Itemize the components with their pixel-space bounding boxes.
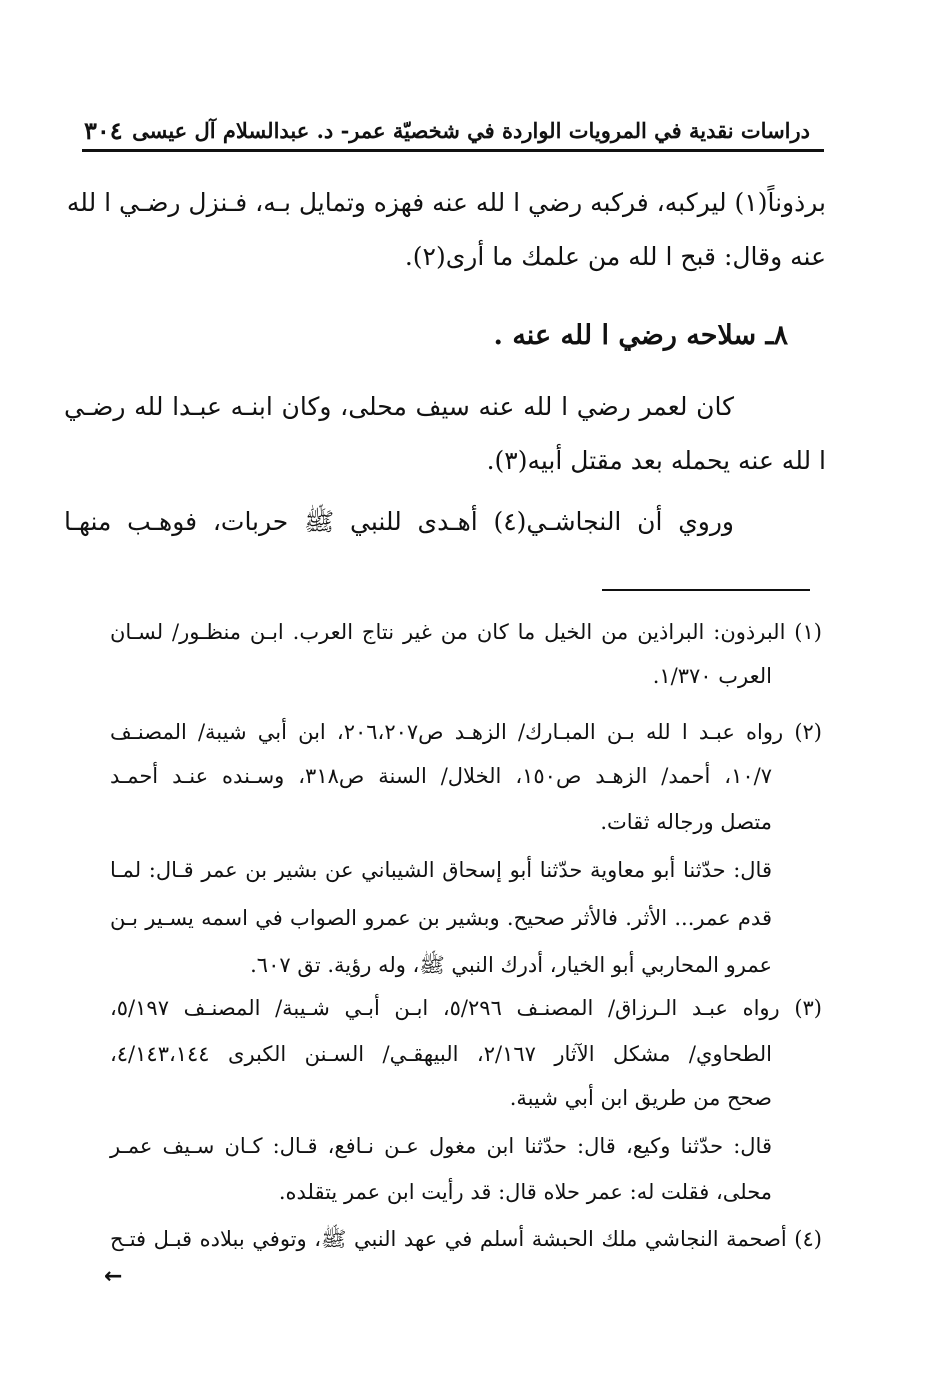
footnote-line: ١٠/٧، أحمد/ الزهـد ص١٥٠، الخلال/ السنة ص٣١٨، وسـنده عنـد أحمـد (110, 764, 772, 788)
body-line: كان لعمر رضي ا لله عنه سيف محلى، وكان ابنـه عبـدا لله رضـي (64, 392, 734, 421)
body-line: عنه وقال: قبح ا لله من علمك ما أرى(٢). (404, 242, 826, 271)
footnote-line: (٣) رواه عبـد الـرزاق/ المصنـف ٥/٢٩٦، ابـن أبـي شـيبة/ المصنـف ٥/١٩٧، (110, 996, 822, 1020)
footnote-line: محلى، فقلت له: عمر حلاه قال: قد رأيت ابن عمر يتقلده. (278, 1180, 772, 1204)
footnote-line: قال: حدّثنا أبو معاوية حدّثنا أبو إسحاق الشيباني عن بشير بن عمر قـال: لمـا (110, 858, 772, 882)
running-header-title: دراسات نقدية في المرويات الواردة في شخصيّة عمر- د. عبدالسلام آل عيسى (132, 118, 810, 143)
body-line: ا لله عنه يحمله بعد مقتل أبيه(٣). (486, 446, 826, 475)
body-line: برذوناً(١) ليركبه، فركبه رضي ا لله عنه فهزه وتمايل بـه، فـنزل رضـي ا لله (66, 188, 826, 217)
continuation-arrow-icon: ← (104, 1264, 123, 1289)
section-heading: ٨ـ سلاحه رضي ا لله عنه . (493, 320, 788, 351)
footnote-line: قدم عمر... الأثر. فالأثر صحيح. وبشير بن عمرو الصواب في اسمه يسـير بـن (110, 906, 772, 930)
body-line: وروي أن النجاشـي(٤) أهـدى للنبي ﷺ حربات، فوهـب منهـا (64, 507, 734, 536)
footnote-line: عمرو المحاربي أبو الخيار، أدرك النبي ﷺ، وله رؤية. تق ٦٠٧. (250, 953, 772, 977)
footnote-line: (١) البرذون: البراذين من الخيل ما كان من غير نتاج العرب. ابـن منظـور/ لسـان (110, 620, 822, 644)
footnote-line: قال: حدّثنا وكيع، قال: حدّثنا ابن مغول عـن نـافع، قـال: كـان سـيف عمـر (110, 1134, 772, 1158)
footnote-line: (٤) أصحمة النجاشي ملك الحبشة أسلم في عهد النبي ﷺ، وتوفي ببلاده قبـل فتـح (110, 1227, 822, 1251)
footnote-line: (٢) رواه عبـد ا لله بـن المبـارك/ الزهـد ص٢٠٦،٢٠٧، ابن أبي شيبة/ المصنـف (110, 720, 822, 744)
header-rule (82, 149, 824, 152)
footnote-line: صحح من طريق ابن أبي شيبة. (509, 1086, 772, 1110)
footnote-line: متصل ورجاله ثقات. (600, 810, 772, 834)
footnote-line: العرب ١/٣٧٠. (652, 664, 772, 688)
footnote-line: الطحاوي/ مشكل الآثار ٢/١٦٧، البيهقـي/ السـنن الكبرى ٤/١٤٣،١٤٤، (110, 1042, 772, 1066)
page-number: ٣٠٤ (84, 116, 123, 145)
footnote-separator (602, 589, 810, 591)
